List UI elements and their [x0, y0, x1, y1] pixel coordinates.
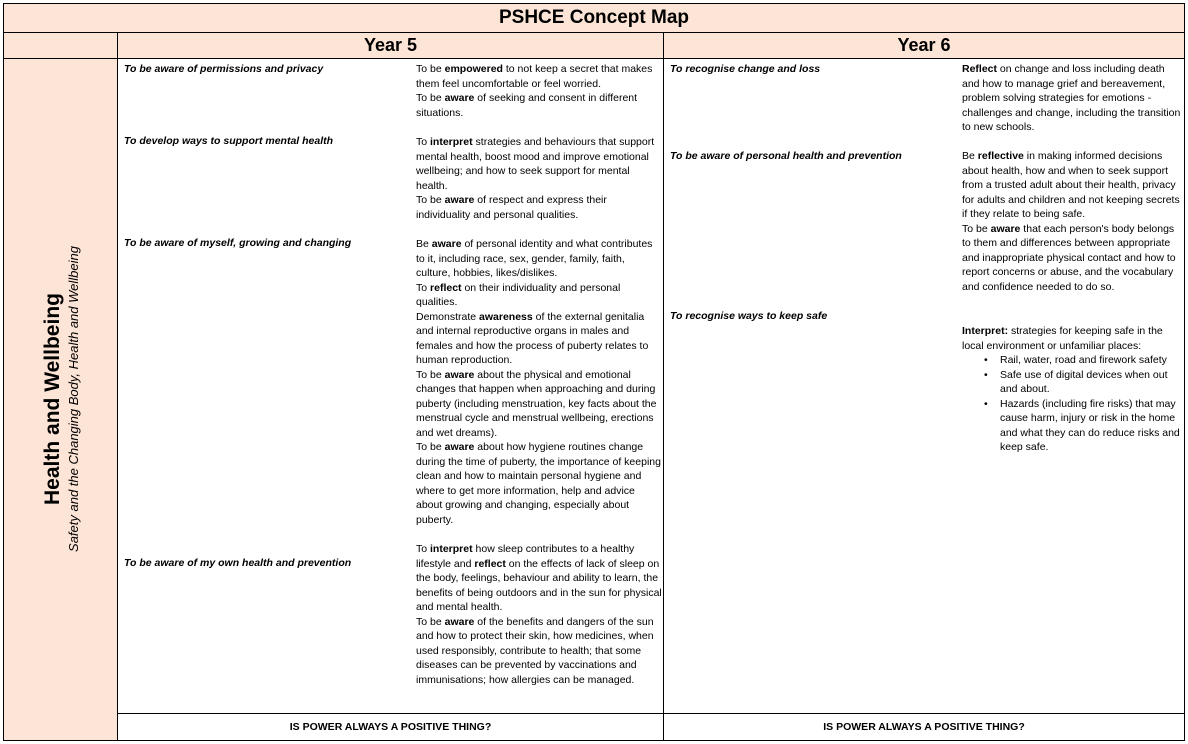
page-title: PSHCE Concept Map	[4, 4, 1184, 33]
strand-subtitle: Safety and the Changing Body, Health and Wellbeing	[66, 246, 81, 552]
year6-objective: To recognise ways to keep safe	[670, 310, 828, 322]
text-run: Be	[416, 238, 432, 250]
keyword: aware	[431, 238, 462, 250]
keyword: awareness	[479, 310, 533, 323]
text-run: on change and loss including death and how to manage grief and bereavement, problem solving strategies for emotions - challenges and change, including the transition to new schools.	[962, 63, 1181, 133]
keyword: reflect	[430, 281, 462, 294]
year6-objective: To be aware of personal health and prevention	[670, 150, 902, 162]
text-run: strategies and behaviours that support mental health, boost mood and improve emotional wellbeing; and how to seek support for mental health.	[416, 136, 655, 192]
description-paragraph	[962, 222, 1184, 295]
description-paragraph	[962, 149, 1184, 222]
text-run: To	[416, 136, 431, 148]
description-paragraph	[416, 135, 662, 193]
strand-label-cell	[4, 59, 117, 740]
keyword: reflective	[977, 150, 1024, 162]
year5-objective: To be aware of myself, growing and changing	[124, 237, 352, 249]
year6-footer-question: IS POWER ALWAYS A POSITIVE THING?	[664, 713, 1184, 740]
text-run: to not keep a secret that makes them feel uncomfortable or feel worried.	[416, 63, 653, 90]
text-run: To be	[416, 63, 445, 75]
text-run: To	[416, 543, 431, 555]
sidebar-header-cell	[4, 33, 117, 59]
keyword: Interpret:	[962, 325, 1009, 337]
keyword: empowered	[444, 63, 503, 75]
year6-heading: Year 6	[664, 33, 1184, 59]
year6-description	[962, 324, 1184, 455]
bullet-item: • Safe use of digital devices when out and about.	[1000, 368, 1184, 397]
description-paragraph	[416, 310, 662, 368]
keyword: interpret	[430, 136, 473, 148]
text-run: To be	[416, 441, 445, 453]
keyword: Reflect	[962, 63, 998, 75]
text-run: Be	[962, 150, 978, 162]
text-run: that each person's body belongs to them and differences between appropriate and inappropriate physical contact and how to report concerns or abuse, and the vocabulary and confidence needed to do so.	[962, 222, 1176, 293]
year6-column	[664, 59, 1184, 713]
year5-description	[416, 542, 662, 687]
keyword: aware	[990, 222, 1021, 235]
year5-objective: To develop ways to support mental health	[124, 135, 334, 147]
year5-description	[416, 62, 662, 120]
text-run: To	[416, 281, 431, 294]
text-run: about the physical and emotional changes that happen when approaching and during puberty (including menstruation, key facts about the menstrual cycle and menstrual wellbeing, erections and wet dreams).	[416, 368, 657, 439]
text-run: of personal identity and what contributes to it, including race, sex, gender, family, faith, culture, hobbies, likes/dislikes.	[416, 238, 653, 279]
description-paragraph	[416, 615, 662, 688]
text-run: To be	[416, 92, 445, 104]
description-paragraph	[416, 440, 662, 527]
keyword: reflect	[474, 557, 506, 570]
text-run: Demonstrate	[416, 310, 480, 323]
keyword: aware	[444, 441, 475, 453]
keyword: interpret	[430, 543, 473, 555]
keyword: aware	[444, 615, 475, 628]
description-paragraph	[416, 542, 662, 615]
text-run: about how hygiene routines change during the time of puberty, the importance of keeping clean and how to maintain personal hygiene and where to get more information, help and advice about growing and changing, especially about puberty.	[416, 441, 661, 526]
description-paragraph	[416, 281, 662, 310]
text-run: of respect and express their individuality and personal qualities.	[416, 194, 607, 221]
text-run: in making informed decisions about health, how and when to seek support from a trusted adult about their health, privacy for adults and children and not keeping secrets if they relate to being safe.	[962, 150, 1180, 220]
description-paragraph	[962, 324, 1184, 353]
keyword: aware	[444, 194, 475, 206]
year6-description	[962, 62, 1184, 135]
text-run: how sleep contributes to a healthy lifestyle and	[416, 543, 635, 570]
description-paragraph	[416, 62, 662, 91]
description-paragraph	[416, 193, 662, 222]
description-paragraph	[416, 91, 662, 120]
year5-objective: To be aware of permissions and privacy	[124, 63, 324, 75]
text-run: of the external genitalia and internal reproductive organs in males and females and how the process of puberty relates to human reproduction.	[416, 310, 649, 366]
year5-column	[118, 59, 664, 713]
year6-objective: To recognise change and loss	[670, 63, 821, 75]
keyword: aware	[444, 92, 475, 104]
text-run: To be	[416, 194, 445, 206]
year5-heading: Year 5	[118, 33, 664, 59]
text-run: To be	[962, 222, 991, 235]
text-run: To be	[416, 368, 445, 381]
keyword: aware	[444, 368, 475, 381]
text-run: on the effects of lack of sleep on the body, feelings, behaviour and ability to learn, the benefits of being outdoors and in the sun for physical and mental health.	[416, 557, 662, 613]
description-paragraph	[416, 237, 662, 281]
strand-sidebar	[4, 33, 118, 740]
bullet-item: • Hazards (including fire risks) that may cause harm, injury or risk in the home and what they can do reduce risks and keep safe.	[1000, 397, 1184, 455]
description-paragraph	[416, 368, 662, 441]
strand-title: Health and Wellbeing	[41, 293, 64, 505]
text-run: of the benefits and dangers of the sun and how to protect their skin, how medicines, when used responsibly, contribute to health; that some diseases can be prevented by vaccinations and immunisations; how allergies can be managed.	[416, 615, 654, 686]
text-run: on their individuality and personal qualities.	[416, 281, 621, 308]
bullet-item: • Rail, water, road and firework safety	[1000, 353, 1184, 368]
concept-map-table	[3, 3, 1185, 741]
year5-footer-question: IS POWER ALWAYS A POSITIVE THING?	[118, 713, 664, 740]
text-run: To be	[416, 615, 445, 628]
text-run: of seeking and consent in different situations.	[416, 92, 638, 119]
year6-description	[962, 149, 1184, 294]
description-paragraph	[962, 62, 1184, 135]
year5-objective: To be aware of my own health and prevention	[124, 557, 352, 569]
text-run: strategies for keeping safe in the local environment or unfamiliar places:	[962, 325, 1163, 352]
bullet-list	[962, 353, 1184, 455]
year5-description	[416, 237, 662, 527]
year5-description	[416, 135, 662, 222]
